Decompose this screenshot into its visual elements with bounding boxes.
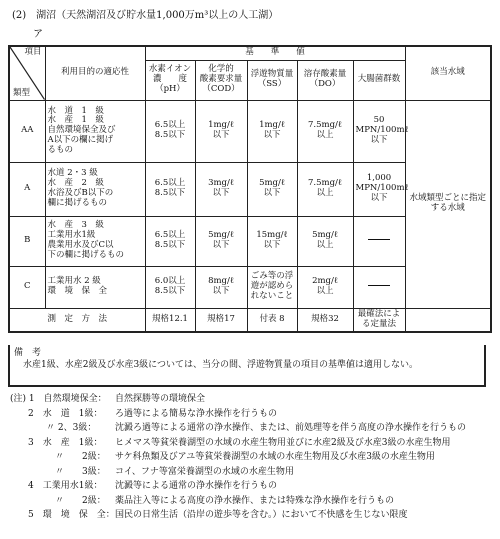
water-area-cell: 水域類型ごとに指定する水域 (405, 100, 491, 308)
list-item (10, 465, 495, 480)
note-key: 2 水 道 1級： (10, 408, 103, 419)
note-key: 5 環 境 保 全： (10, 510, 115, 520)
list-item (10, 450, 495, 465)
section-heading: (2) 湖沼（天然湖沼及び貯水量1,000万m³以上の人工湖） (12, 10, 279, 21)
dash-mark (368, 239, 390, 240)
method-coliform: 最確法による定量法 (353, 308, 405, 332)
footnotes (10, 392, 495, 523)
note-key: 〃 3級： (10, 466, 106, 477)
standards-table (8, 45, 492, 333)
method-cod: 規格17 (195, 308, 247, 332)
corner-type-label: 類型 (13, 87, 31, 98)
coliform-cell (353, 216, 405, 266)
list-item (10, 392, 495, 407)
note-value: ろ過等による簡易な浄水操作を行うもの (115, 408, 278, 419)
cod-cell: 3mg/ℓ 以下 (195, 162, 247, 216)
use-cell: 水 産 3 級 工業用水1級 農業用水及びC以 下の欄に掲げるもの (45, 216, 145, 266)
method-ph: 規格12.1 (145, 308, 195, 332)
use-cell: 水道 2・3 級 水 産 2 級 水浴及びB以下の 欄に掲げるもの (45, 162, 145, 216)
coliform-cell (353, 266, 405, 308)
header-coliform: 大腸菌群数 (353, 60, 405, 100)
note-value: コイ、フナ等富栄養湖型の水域の水産生物用 (115, 466, 294, 477)
do-cell: 7.5mg/ℓ 以上 (297, 162, 353, 216)
cod-cell: 5mg/ℓ 以下 (195, 216, 247, 266)
type-cell: A (9, 162, 45, 216)
table-row (9, 100, 491, 162)
note-key: 〃 2級： (10, 495, 106, 506)
method-label: 測 定 方 法 (9, 308, 145, 332)
note-key: 3 水 産 1級： (10, 437, 103, 448)
method-empty (405, 308, 491, 332)
note-value: 沈澱ろ過等による通常の浄水操作、または、前処理等を伴う高度の浄水操作を行うもの (115, 423, 467, 433)
header-ph: 水素イオン 濃 度 （pH） (145, 60, 195, 100)
ph-cell: 6.5以上 8.5以下 (145, 216, 195, 266)
list-item (10, 436, 495, 451)
note-key: (注) 1 自然環境保全： (10, 394, 107, 404)
do-cell: 7.5mg/ℓ 以上 (297, 100, 353, 162)
list-item (10, 421, 495, 436)
ph-cell: 6.5以上 8.5以下 (145, 100, 195, 162)
list-item (10, 479, 495, 494)
note-value: サケ科魚類及びアユ等貧栄養湖型の水域の水産生物用及び水産3級の水産生物用 (115, 452, 435, 462)
header-cod: 化学的 酸素要求量 （COD） (195, 60, 247, 100)
header-do: 溶存酸素量 （DO） (297, 60, 353, 100)
note-key: 〃 2級： (10, 452, 106, 462)
note-value: 自然探勝等の環境保全 (115, 394, 206, 404)
cod-cell: 1mg/ℓ 以下 (195, 100, 247, 162)
type-cell: B (9, 216, 45, 266)
use-cell: 水 道 1 級 水 産 1 級 自然環境保全及び A以下の欄に掲げ るもの (45, 100, 145, 162)
ph-cell: 6.0以上 8.5以下 (145, 266, 195, 308)
ss-cell: 1mg/ℓ 以下 (247, 100, 297, 162)
note-value: ヒメマス等貧栄養湖型の水域の水産生物用並びに水産2級及び水産3級の水産生物用 (115, 437, 451, 448)
remarks-title: 備 考 (14, 348, 42, 358)
remarks-text: 水産1級、水産2級及び水産3級については、当分の間、浮遊物質量の項目の基準値は適用しない。 (14, 360, 419, 371)
note-value: 薬品注入等による高度の浄水操作、または特殊な浄水操作を行うもの (115, 495, 395, 506)
type-cell: C (9, 266, 45, 308)
method-ss: 付表 8 (247, 308, 297, 332)
note-value: 沈澱等による通常の浄水操作を行うもの (115, 481, 278, 491)
header-water-area: 該当水域 (405, 46, 491, 100)
method-do: 規格32 (297, 308, 353, 332)
use-cell: 工業用水 2 級 環 境 保 全 (45, 266, 145, 308)
coliform-cell: 50 MPN/100mℓ 以下 (353, 100, 405, 162)
ph-cell: 6.5以上 8.5以下 (145, 162, 195, 216)
note-key: 〃 2、3級： (10, 423, 97, 433)
remarks-box (8, 345, 486, 387)
coliform-cell: 1,000 MPN/100mℓ 以下 (353, 162, 405, 216)
do-cell: 2mg/ℓ 以上 (297, 266, 353, 308)
list-item (10, 508, 495, 523)
cod-cell: 8mg/ℓ 以下 (195, 266, 247, 308)
header-use: 利用目的の適応性 (45, 46, 145, 100)
method-row (9, 308, 491, 332)
list-item (10, 407, 495, 422)
header-standard: 基 準 値 (145, 46, 405, 60)
ss-cell: 15mg/ℓ 以下 (247, 216, 297, 266)
note-value: 国民の日常生活（沿岸の遊歩等を含む。）において不快感を生じない限度 (115, 510, 408, 520)
ss-cell: 5mg/ℓ 以下 (247, 162, 297, 216)
type-cell: AA (9, 100, 45, 162)
dash-mark (368, 285, 390, 286)
do-cell: 5mg/ℓ 以上 (297, 216, 353, 266)
header-ss: 浮遊物質量 （SS） (247, 60, 297, 100)
corner-item-label: 項目 (24, 47, 42, 57)
ss-cell: ごみ等の浮 遊が認めら れないこと (247, 266, 297, 308)
note-key: 4 工業用水1級： (10, 481, 103, 491)
subsection-label: ア (33, 29, 43, 40)
list-item (10, 494, 495, 509)
header-corner (9, 46, 45, 100)
